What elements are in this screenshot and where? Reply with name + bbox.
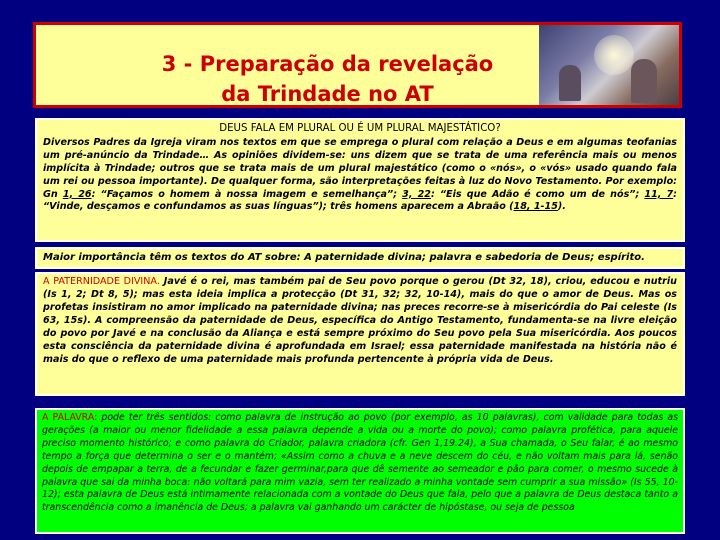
plural-text: ). bbox=[557, 201, 566, 213]
slide-title-line1: 3 - Preparação da revelação bbox=[161, 52, 494, 76]
plural-text: : “Façamos o homem à nossa imagem e semelhança”; bbox=[91, 188, 403, 200]
importance-box bbox=[35, 247, 685, 269]
bible-ref-11-7[interactable]: 11, 7 bbox=[644, 188, 674, 200]
plural-text: : “Eis que Adão é como um de nós”; bbox=[430, 188, 645, 200]
painting-figure bbox=[631, 59, 657, 103]
plural-majestic-heading: DEUS FALA EM PLURAL OU É UM PLURAL MAJESTÁTICO? bbox=[219, 123, 501, 134]
bible-ref-gn-1-26[interactable]: 1, 26 bbox=[62, 188, 92, 200]
plural-text: : “Vinde, desçamos e confundamos as suas línguas”); três homens aparecem a Abraão ( bbox=[43, 188, 678, 213]
divine-paternity-box bbox=[35, 272, 685, 396]
word-label: A PALAVRA: bbox=[42, 412, 98, 423]
importance-text: Maior importância têm os textos do AT sobre: A paternidade divina; palavra e sabedoria de Deus; espírito. bbox=[43, 252, 645, 263]
bible-ref-3-22[interactable]: 3, 22 bbox=[402, 188, 431, 200]
slide-title-line2: da Trindade no AT bbox=[221, 82, 434, 106]
slide-title bbox=[36, 49, 619, 108]
bible-ref-18-1-15[interactable]: 18, 1-15 bbox=[513, 201, 558, 213]
plural-text: Diversos Padres da Igreja viram nos textos em que se emprega o plural com relação a Deus e em algumas teofanias um pré-anúncio da Trindade… As opiniões dividem-se: uns dizem que se trata de uma referência mais ou menos implícita à Trindade; outros que se trata mais de um plural majestático (como o «nós», o «vós» usado quando fala um rei ou pessoa importante). De qualquer forma, são interpretações feitas à luz do Novo Testamento. Por exemplo: Gn bbox=[43, 136, 677, 200]
word-text: pode ter três sentidos: como palavra de instrução ao povo (por exemplo, as 10 palavras), com validade para todas as gerações (a maior ou menor fidelidade a essa palavra depende a vida ou a morte do povo); como palavra profética, para aquele preciso momento histórico; e como palavra do Criador, palavra criadora (cfr. Gen 1,19.24), a Sua chamada, o Seu falar, é ao mesmo tempo a força que determina o ser e o mantém; «Assim como a chuva e a neve descem do céu, e não voltam mais para lá, senão depois de empapar a terra, de a fecundar e fazer germinar,para que dê semente ao semeador e pão para comer, o mesmo sucede à palavra que sai da minha boca: não voltará para mim vazia, sem ter realizado a minha vontade sem cumprir a sua missão» (Is 55, 10-12); esta palavra de Deus está intimamente relacionada com a vontade do Deus que fala, pelo que a palavra de Deus destaca tanto a transcendência como a imanência de Deus; a palavra vai ganhando um carácter de hipóstase, ou seja de pessoa bbox=[42, 412, 678, 514]
divine-paternity-text: Javé é o rei, mas também pai de Seu povo porque o gerou (Dt 32, 18), criou, educou e nutriu (Is 1, 2; Dt 8, 5); mas esta ideia implica a protecção (Dt 31, 32; 32, 10-14), mais do que o amor de Deus. Mas os profetas insistiram no amor implicado na paternidade divina; nas preces recorre-se à misericórdia do Pai celeste (Is 63, 15s). A compreensão da paternidade de Deus, específica do Antigo Testamento, fundamenta-se na livre eleição do povo por Javé e na conclusão da Aliança e está sempre próximo do Seu povo pela Sua misericórdia. Aos poucos esta consciência da paternidade divina é aprofundada em Israel; essa paternidade manifestada na história não é mais do que o reflexo de uma paternidade mais profunda pertencente à própria vida de Deus. bbox=[43, 276, 677, 365]
divine-paternity-label: A PATERNIDADE DIVINA. bbox=[43, 276, 160, 287]
word-box bbox=[35, 408, 685, 534]
plural-majestic-box bbox=[35, 118, 685, 242]
title-panel bbox=[33, 22, 682, 108]
